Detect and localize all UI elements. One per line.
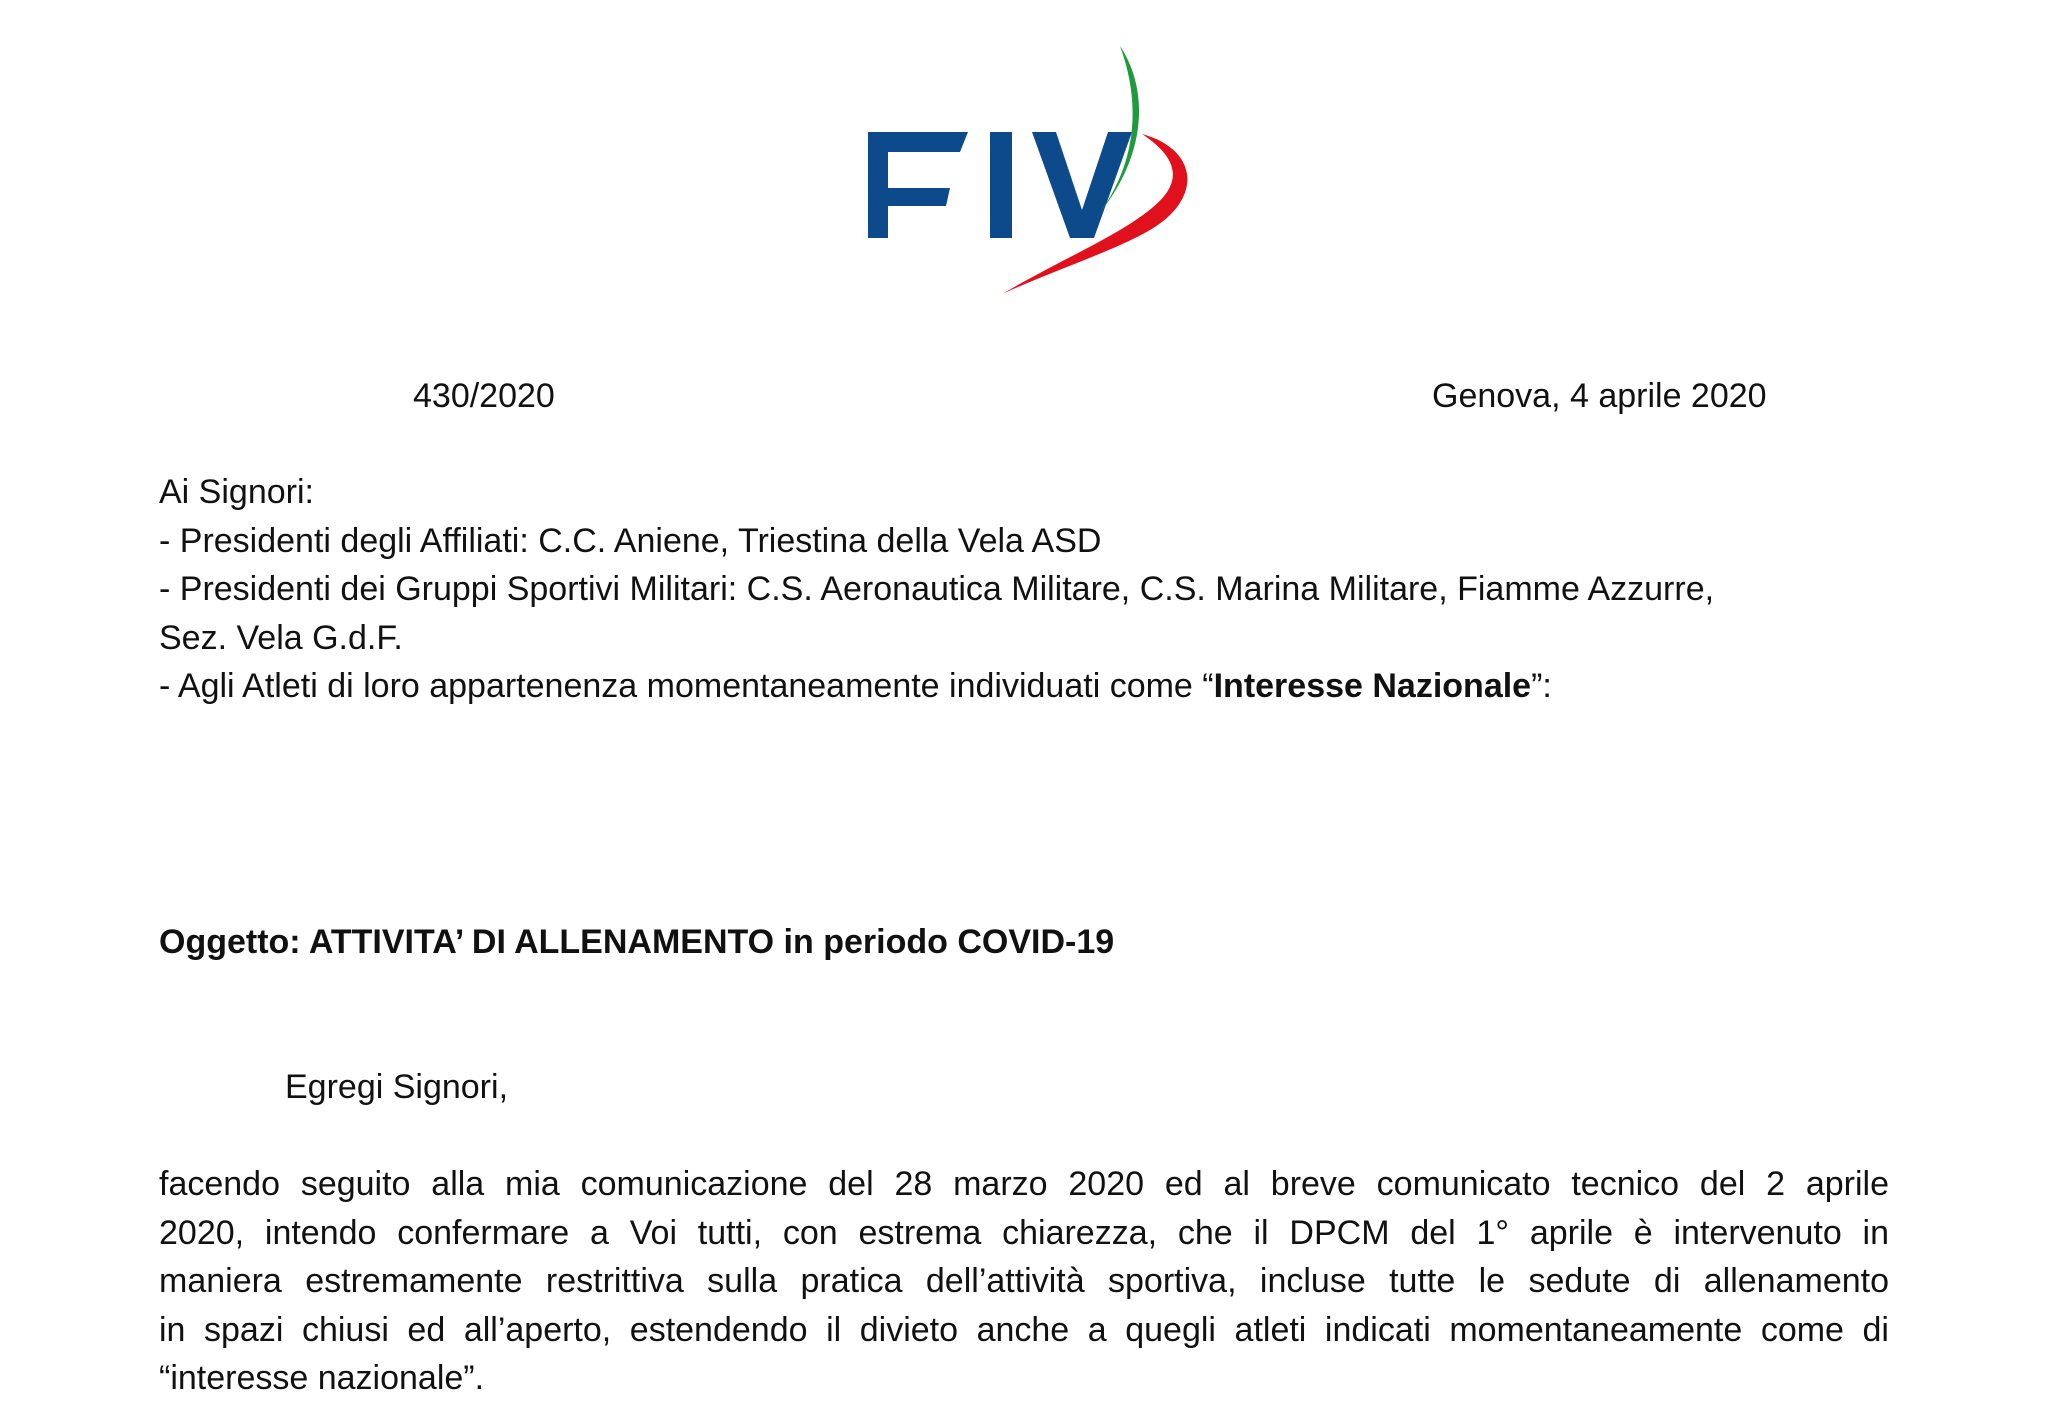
logo-letter-i: [990, 132, 1012, 238]
recipients-line: Sez. Vela G.d.F.: [159, 618, 403, 657]
protocol-number: 430/2020: [413, 377, 555, 415]
recipients-line: - Presidenti dei Gruppi Sportivi Militari: C.S. Aeronautica Militare, C.S. Marina Militare, Fiamme Azzurre,: [159, 570, 1715, 608]
body-line: maniera estremamente restrittiva sulla pratica dell’attività sportiva, incluse tutte le sedute di allenamento: [159, 1262, 1889, 1300]
recipients-block: [159, 468, 1889, 711]
logo-letter-f: [868, 132, 968, 238]
place-date: Genova, 4 aprile 2020: [1432, 377, 1767, 415]
recipients-line4-suffix: ”:: [1531, 667, 1552, 705]
fiv-logo: [850, 40, 1210, 310]
body-paragraph: [159, 1160, 1889, 1403]
greeting: Egregi Signori,: [285, 1068, 509, 1106]
recipients-salutation: Ai Signori:: [159, 473, 314, 511]
subject-line: Oggetto: ATTIVITA’ DI ALLENAMENTO in periodo COVID-19: [159, 923, 1115, 961]
body-line: facendo seguito alla mia comunicazione del 28 marzo 2020 ed al breve comunicato tecnico del 2 aprile: [159, 1165, 1889, 1203]
body-line: 2020, intendo confermare a Voi tutti, con estrema chiarezza, che il DPCM del 1° aprile è intervenuto in: [159, 1213, 1889, 1252]
recipients-line4-bold: Interesse Nazionale: [1213, 667, 1532, 705]
fiv-logo-graphic: [850, 40, 1210, 310]
body-line: “interesse nazionale”.: [159, 1359, 485, 1397]
recipients-line: - Presidenti degli Affiliati: C.C. Aniene, Triestina della Vela ASD: [159, 521, 1102, 560]
body-line: in spazi chiusi ed all’aperto, estendendo il divieto anche a quegli atleti indicati momentaneamente come di: [159, 1310, 1889, 1349]
recipients-line4-prefix: - Agli Atleti di loro appartenenza momentaneamente individuati come “: [159, 667, 1214, 705]
recipients-line: [159, 662, 1889, 711]
